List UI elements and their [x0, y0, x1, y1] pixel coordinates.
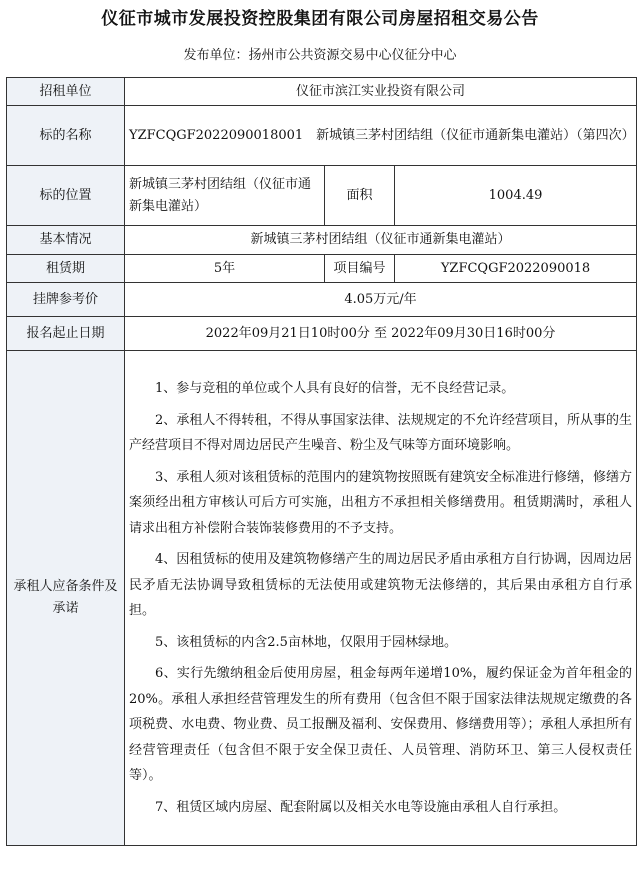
term-value: 5年: [125, 255, 325, 283]
date-label: 报名起止日期: [7, 317, 125, 351]
row-basic: [7, 226, 637, 255]
conditions-cell: [125, 351, 637, 846]
name-label: 标的名称: [7, 106, 125, 166]
condition-item: 1、参与竞租的单位或个人具有良好的信誉，无不良经营记录。: [155, 381, 515, 396]
row-conditions: [7, 351, 637, 846]
row-price: [7, 283, 637, 317]
date-value: 2022年09月21日10时00分 至 2022年09月30日16时00分: [125, 317, 637, 351]
row-term: [7, 255, 637, 283]
condition-item: 3、承租人须对该租赁标的范围内的建筑物按照既有建筑安全标准进行修缮，修缮方案须经出租方审核认可后方可实施，出租方不承担相关修缮费用。租赁期满时，承租人请求出租方补偿附合装饰装修费用的不予支持。: [129, 469, 633, 536]
area-label: 面积: [325, 166, 395, 226]
row-lessor: [7, 78, 637, 106]
price-label: 挂牌参考价: [7, 283, 125, 317]
basic-value: 新城镇三茅村团结组（仪征市通新集电灌站）: [125, 226, 637, 255]
condition-item: 7、租赁区域内房屋、配套附属以及相关水电等设施由承租人自行承担。: [155, 799, 567, 815]
basic-label: 基本情况: [7, 226, 125, 255]
lessor-value: 仪征市滨江实业投资有限公司: [125, 78, 637, 106]
name-value: YZFCQGF2022090018001 新城镇三茅村团结组（仪征市通新集电灌站）（第四次）: [125, 106, 637, 166]
term-label: 租赁期: [7, 255, 125, 283]
row-location: [7, 166, 637, 226]
location-label: 标的位置: [7, 166, 125, 226]
lessor-label: 招租单位: [7, 78, 125, 106]
notice-table: [6, 77, 637, 846]
condition-item: 5、该租赁标的内含2.5亩林地，仅限用于园林绿地。: [155, 634, 457, 650]
row-date: [7, 317, 637, 351]
condition-item: 4、因租赁标的使用及建筑物修缮产生的周边居民矛盾由承租方自行协调，因周边居民矛盾无法协调导致租赁标的无法使用或建筑物无法修缮的，其后果由承租方自行承担。: [129, 552, 633, 618]
price-value: 4.05万元/年: [125, 283, 637, 317]
conditions-label: 承租人应备条件及承诺: [7, 351, 125, 846]
condition-item: 6、实行先缴纳租金后使用房屋，租金每两年递增10%，履约保证金为首年租金的20%。承租人承担经营管理发生的所有费用（包含但不限于国家法律法规规定缴费的各项税费、水电费、物业费、员工报酬及福利、安保费用、修缮费用等）；承租人承担所有经营管理责任（包含但不限于安全保卫责任、人员管理、消防环卫、第三人侵权责任等）。: [129, 666, 633, 783]
page-title: 仪征市城市发展投资控股集团有限公司房屋招租交易公告: [101, 9, 539, 29]
condition-item: 2、承租人不得转租，不得从事国家法律、法规规定的不允许经营项目，所从事的生产经营项目不得对周边居民产生噪音、粉尘及气味等方面环境影响。: [129, 412, 633, 453]
publisher-line: 发布单位：扬州市公共资源交易中心仪征分中心: [183, 48, 457, 63]
project-no-label: 项目编号: [325, 255, 395, 283]
row-name: [7, 106, 637, 166]
project-no-value: YZFCQGF2022090018: [395, 255, 637, 283]
location-value: 新城镇三茅村团结组（仪征市通新集电灌站）: [125, 166, 325, 226]
area-value: 1004.49: [395, 166, 637, 226]
